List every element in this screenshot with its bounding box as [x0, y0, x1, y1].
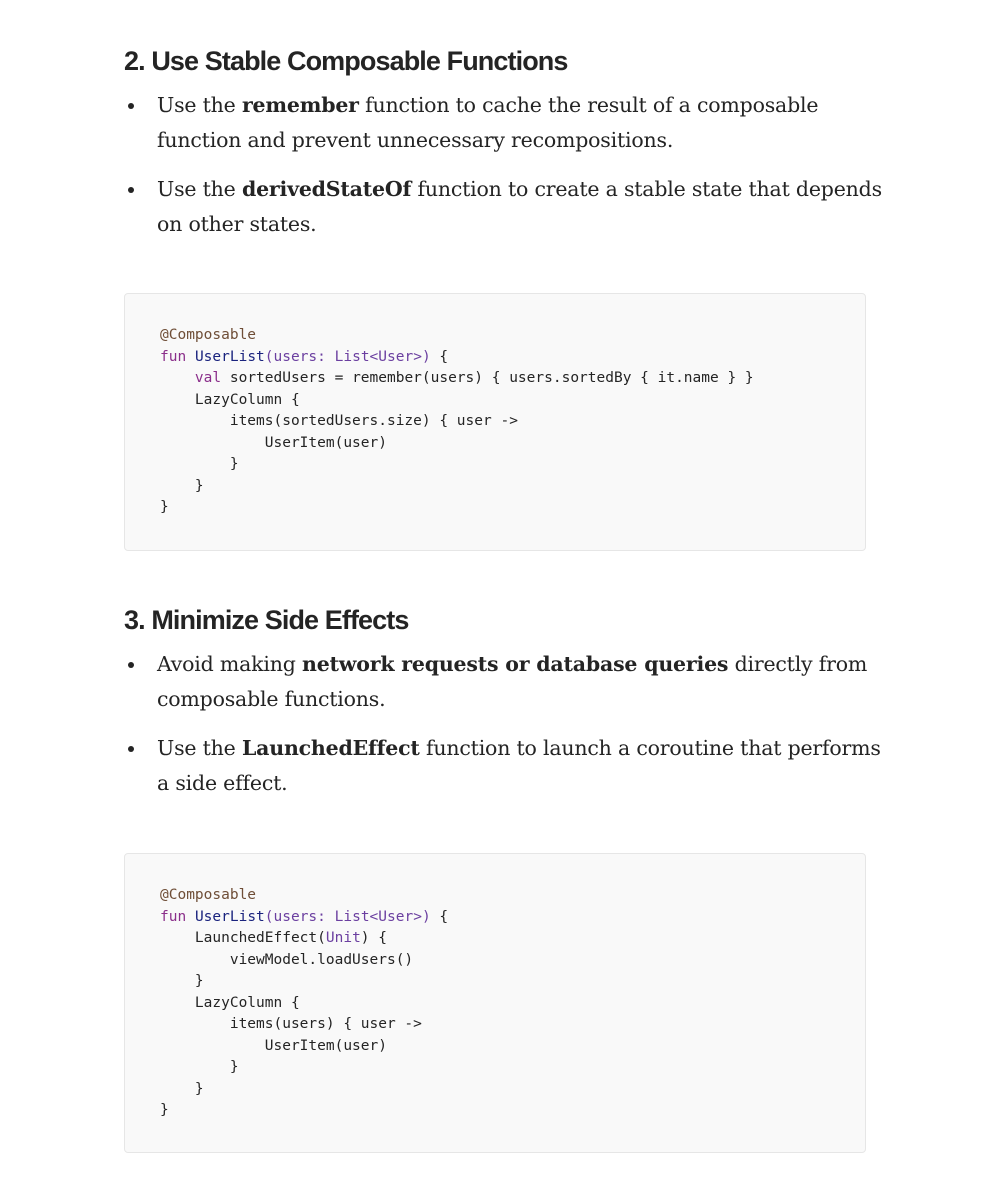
list-item [157, 647, 899, 717]
code-annotation: @Composable [160, 327, 257, 343]
bullet-text: function to create a stable state that depends on other states. [157, 177, 882, 236]
code-line: viewModel.loadUsers() [160, 951, 414, 968]
code-type: Unit [325, 930, 361, 946]
bullet-bold-term: derivedStateOf [241, 177, 412, 201]
code-params: ) [421, 348, 431, 365]
code-line: sortedUsers = remember(users) { users.sortedBy { it.name } } [221, 370, 754, 386]
list-item [157, 731, 899, 801]
code-line: } [160, 1102, 169, 1118]
bullet-list-section-2 [124, 88, 899, 242]
code-params: (users: [264, 908, 335, 925]
list-item [157, 172, 899, 242]
bullet-bold-term: network requests or database queries [301, 652, 729, 676]
code-function-name: UserList [194, 348, 265, 365]
code-block-section-2[interactable] [124, 293, 866, 551]
code-line: } [160, 1080, 204, 1097]
code-line: } [160, 477, 204, 494]
code-function-name: UserList [194, 908, 265, 925]
code-text-fragment: LaunchedEffect( [160, 930, 326, 946]
bullet-text: Use the [157, 177, 242, 201]
bullet-text: Use the [157, 736, 242, 760]
code-annotation: @Composable [160, 887, 257, 903]
code-line: LazyColumn { [160, 391, 300, 408]
code-line: } [160, 973, 204, 989]
code-line: } [160, 456, 239, 472]
code-line: } [160, 499, 169, 515]
code-line: } [160, 1059, 239, 1075]
code-keyword: val [194, 370, 222, 386]
code-line: items(users) { user -> [160, 1016, 422, 1032]
bullet-list-section-3 [124, 647, 899, 801]
code-text[interactable] [160, 325, 830, 519]
bullet-bold-term: LaunchedEffect [241, 736, 420, 760]
code-text-fragment: ) { [360, 930, 387, 946]
bullet-text: function to launch a coroutine that performs a side effect. [157, 736, 881, 795]
bullet-text: function to cache the result of a composable function and prevent unnecessary recompositions. [157, 93, 819, 152]
code-type: List<User> [334, 348, 422, 365]
code-params: ) [421, 908, 431, 925]
bullet-bold-term: remember [241, 93, 359, 117]
code-keyword: fun [160, 348, 187, 365]
code-params: (users: [264, 348, 335, 365]
code-text-fragment [160, 370, 195, 386]
list-item [157, 88, 899, 158]
section-heading-3: 3. Minimize Side Effects [124, 605, 409, 635]
bullet-text: directly from composable functions. [157, 652, 868, 711]
code-text-fragment: { [430, 348, 449, 365]
bullet-text: Avoid making [157, 652, 302, 676]
code-line: LazyColumn { [160, 994, 300, 1011]
bullet-text: Use the [157, 93, 242, 117]
code-line: UserItem(user) [160, 434, 387, 451]
code-line: items(sortedUsers.size) { user -> [160, 413, 518, 429]
section-heading-2: 2. Use Stable Composable Functions [124, 46, 568, 76]
code-keyword: fun [160, 908, 187, 925]
code-text-fragment: { [430, 908, 449, 925]
code-line: UserItem(user) [160, 1037, 387, 1054]
code-type: List<User> [334, 908, 422, 925]
code-text[interactable] [160, 885, 830, 1122]
code-block-section-3[interactable] [124, 853, 866, 1153]
